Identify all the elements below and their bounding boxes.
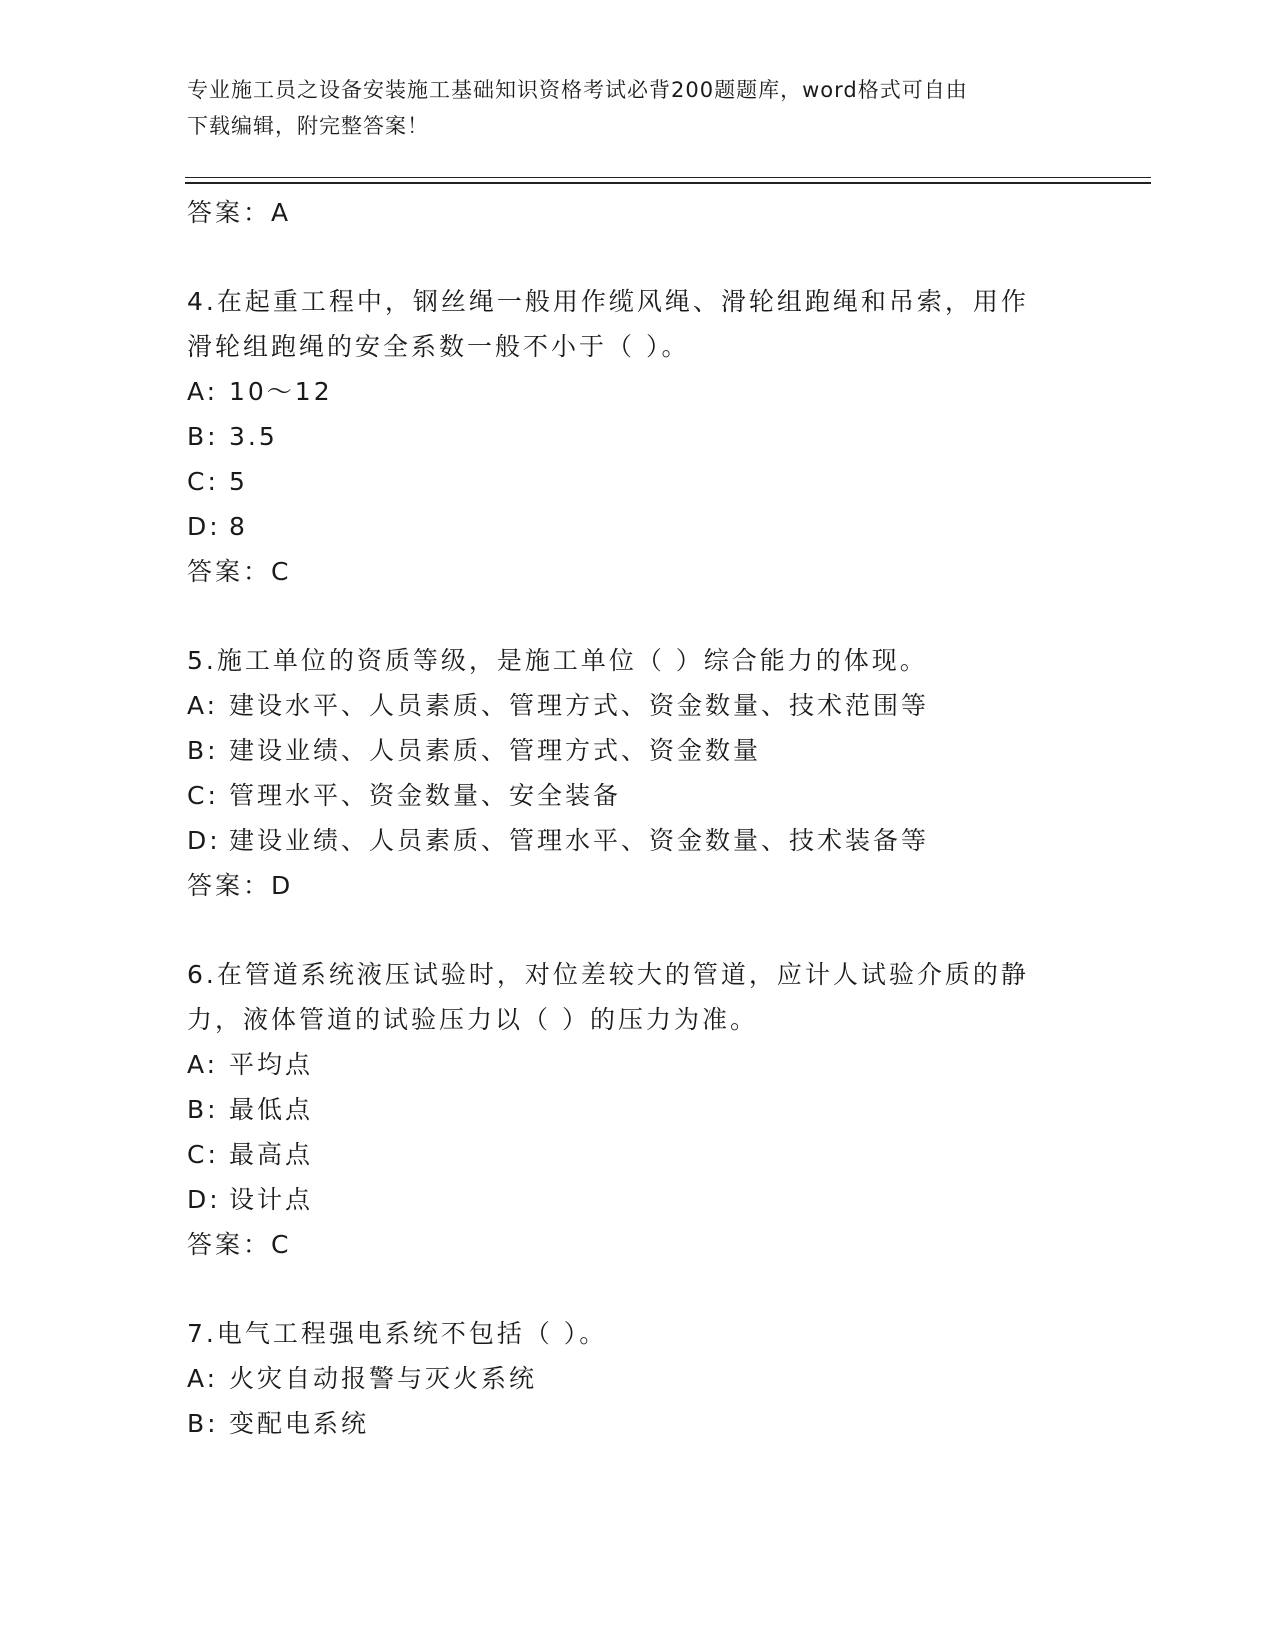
option-label: B: bbox=[187, 1095, 219, 1124]
option-d bbox=[187, 504, 1127, 549]
option-label: A: bbox=[187, 1050, 219, 1079]
header-line-1: 专业施工员之设备安装施工基础知识资格考试必背200题题库，word格式可自由 bbox=[187, 78, 968, 102]
option-text: 火灾自动报警与灭火系统 bbox=[229, 1364, 538, 1393]
question-item bbox=[187, 952, 1127, 1268]
option-text: 管理水平、资金数量、安全装备 bbox=[229, 781, 622, 810]
option-label: B: bbox=[187, 1409, 219, 1438]
option-b bbox=[187, 414, 1127, 459]
question-stem bbox=[187, 279, 1127, 369]
option-text: 5 bbox=[229, 467, 248, 496]
answer-line: 答案：A bbox=[187, 198, 292, 227]
option-text: 变配电系统 bbox=[229, 1409, 370, 1438]
option-label: C: bbox=[187, 781, 219, 810]
header-rule-thin bbox=[185, 177, 1151, 178]
stem-line: 4.在起重工程中，钢丝绳一般用作缆风绳、滑轮组跑绳和吊索，用作 bbox=[187, 287, 1029, 316]
option-text: 最高点 bbox=[229, 1140, 314, 1169]
answer-line: 答案：C bbox=[187, 557, 292, 586]
answer-line: 答案：D bbox=[187, 871, 294, 900]
option-text: 建设业绩、人员素质、管理水平、资金数量、技术装备等 bbox=[229, 826, 930, 855]
question-stem bbox=[187, 1311, 1127, 1356]
option-label: C: bbox=[187, 1140, 219, 1169]
answer-line: 答案：C bbox=[187, 1230, 292, 1259]
option-label: D: bbox=[187, 826, 221, 855]
option-label: D: bbox=[187, 1185, 221, 1214]
stem-line: 7.电气工程强电系统不包括（ ）。 bbox=[187, 1319, 608, 1348]
stem-line: 滑轮组跑绳的安全系数一般不小于（ ）。 bbox=[187, 332, 690, 361]
option-a bbox=[187, 1356, 1127, 1401]
option-text: 3.5 bbox=[229, 422, 278, 451]
question-item bbox=[187, 279, 1127, 595]
option-label: B: bbox=[187, 422, 219, 451]
question-item bbox=[187, 1311, 1127, 1446]
option-label: A: bbox=[187, 691, 219, 720]
option-label: B: bbox=[187, 736, 219, 765]
option-text: 设计点 bbox=[229, 1185, 314, 1214]
option-a bbox=[187, 683, 1127, 728]
option-text: 10～12 bbox=[229, 377, 333, 406]
option-text: 建设水平、人员素质、管理方式、资金数量、技术范围等 bbox=[229, 691, 930, 720]
option-text: 8 bbox=[229, 512, 248, 541]
option-text: 平均点 bbox=[229, 1050, 314, 1079]
option-b bbox=[187, 728, 1127, 773]
option-label: A: bbox=[187, 377, 219, 406]
option-d bbox=[187, 1177, 1127, 1222]
header-line-2: 下载编辑，附完整答案！ bbox=[187, 114, 429, 138]
header-rule-thick bbox=[185, 182, 1151, 184]
stem-line: 6.在管道系统液压试验时，对位差较大的管道，应计人试验介质的静 bbox=[187, 960, 1029, 989]
stem-line: 5.施工单位的资质等级，是施工单位（ ）综合能力的体现。 bbox=[187, 646, 928, 675]
option-b bbox=[187, 1401, 1127, 1446]
option-c bbox=[187, 1132, 1127, 1177]
stem-line: 力，液体管道的试验压力以（ ）的压力为准。 bbox=[187, 1005, 758, 1034]
question-list bbox=[187, 190, 1127, 1446]
option-text: 建设业绩、人员素质、管理方式、资金数量 bbox=[229, 736, 762, 765]
option-c bbox=[187, 773, 1127, 818]
option-label: C: bbox=[187, 467, 219, 496]
option-a bbox=[187, 1042, 1127, 1087]
option-label: D: bbox=[187, 512, 221, 541]
option-text: 最低点 bbox=[229, 1095, 314, 1124]
document-header bbox=[187, 72, 1087, 144]
question-stem bbox=[187, 952, 1127, 1042]
option-d bbox=[187, 818, 1127, 863]
option-label: A: bbox=[187, 1364, 219, 1393]
option-a bbox=[187, 369, 1127, 414]
option-b bbox=[187, 1087, 1127, 1132]
option-c bbox=[187, 459, 1127, 504]
question-item bbox=[187, 638, 1127, 909]
question-stem bbox=[187, 638, 1127, 683]
